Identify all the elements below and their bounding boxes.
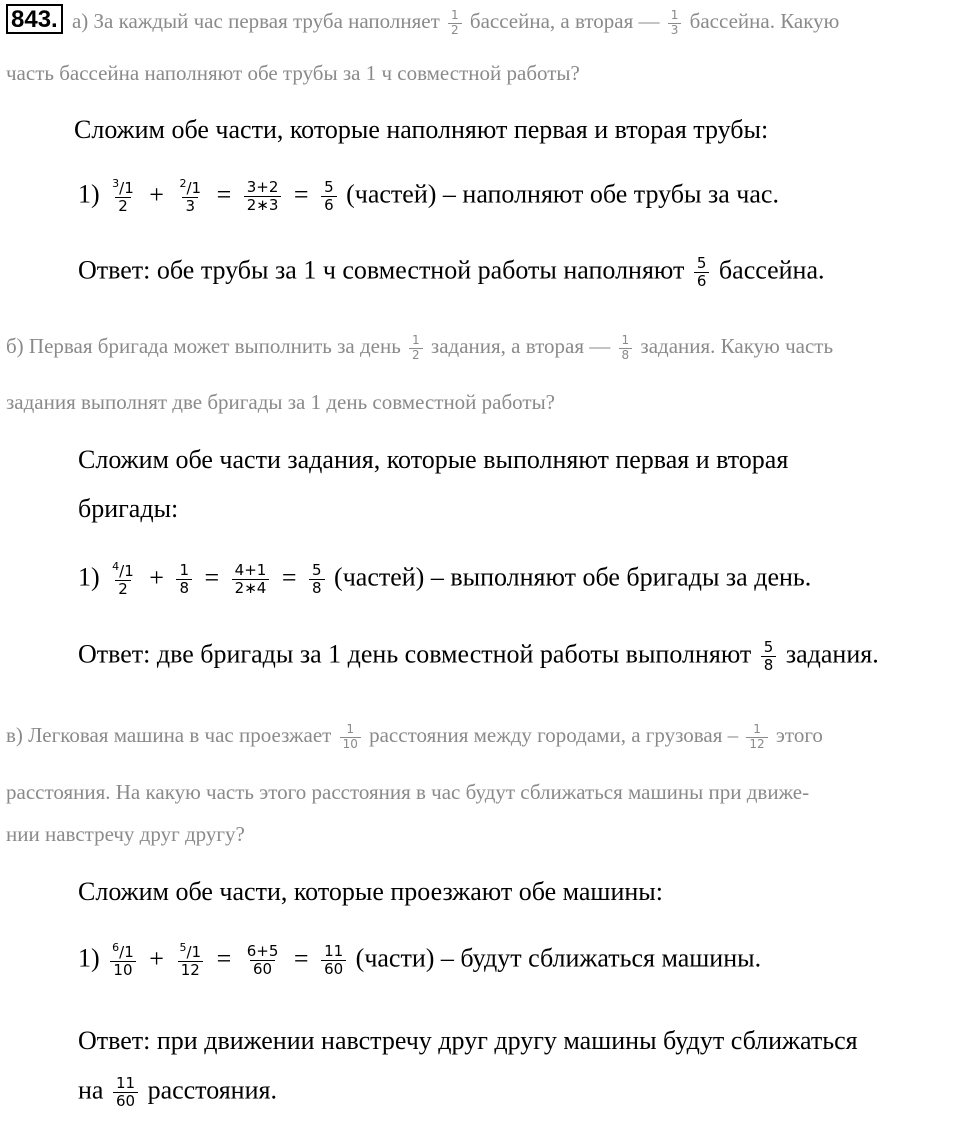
fraction: $\frac{4+1}{2∗4}$ (232, 562, 270, 598)
solution-b-lead-2: бригады: (78, 494, 179, 523)
solution-c-lead: Сложим обе части, которые проезжают обе машины: (78, 877, 663, 906)
fraction: $\frac{1}{10}$ (340, 723, 361, 752)
fraction: $\frac{1}{2}$ (409, 334, 423, 363)
solution-a-equation: 1) $\frac{^3/1}{2}$ + $\frac{^2/1}{3}$ = $\frac{3+2}{2∗3}$ = $\frac{5}{6}$ (частей) – наполняют обе трубы за час. (78, 177, 779, 216)
answer-a: Ответ: обе трубы за 1 ч совместной работы наполняют $\frac{5}{6}$ бассейна. (78, 254, 825, 291)
fraction: $\frac{1}{12}$ (746, 723, 767, 752)
fraction: $\frac{5}{8}$ (761, 639, 777, 675)
fraction: $\frac{^4/1}{2}$ (112, 560, 134, 599)
fraction: $\frac{1}{3}$ (668, 9, 682, 38)
solution-b-equation: 1) $\frac{^4/1}{2}$ + $\frac{1}{8}$ = $\frac{4+1}{2∗4}$ = $\frac{5}{8}$ (частей) – выполняют обе бригады за день. (78, 560, 812, 599)
fraction: $\frac{6+5}{60}$ (246, 942, 279, 979)
fraction: $\frac{5}{6}$ (694, 255, 710, 291)
answer-b: Ответ: две бригады за 1 день совместной работы выполняют $\frac{5}{8}$ задания. (78, 638, 879, 675)
step-number: 1) (78, 943, 100, 973)
question-a-text-2: бассейна, а вторая — (469, 9, 660, 33)
fraction: $\frac{5}{6}$ (321, 179, 337, 215)
question-b-line-2: задания выполнят две бригады за 1 день совместной работы? (6, 390, 556, 414)
answer-c-line-2: на $\frac{11}{60}$ расстояния. (78, 1074, 277, 1111)
fraction: $\frac{3+2}{2∗3}$ (244, 179, 282, 215)
fraction: $\frac{1}{8}$ (619, 334, 633, 363)
question-c-line-3: нии навстречу друг другу? (6, 822, 245, 846)
fraction: $\frac{11}{60}$ (321, 943, 346, 979)
solution-b-lead-1: Сложим обе части задания, которые выполняют первая и вторая (78, 445, 789, 474)
problem-number: 843. (6, 4, 63, 34)
fraction: $\frac{1}{8}$ (176, 562, 192, 598)
question-a-text-1: а) За каждый час первая труба наполняет (71, 9, 440, 33)
step-number: 1) (78, 562, 100, 592)
question-c-line-2: расстояния. На какую часть этого расстояния в час будут сближаться машины при движе- (6, 780, 810, 804)
fraction: $\frac{^6/1}{10}$ (112, 941, 134, 980)
fraction: $\frac{^2/1}{3}$ (179, 177, 202, 216)
question-a-text-3: бассейна. Какую (689, 9, 840, 33)
solution-a-lead: Сложим обе части, которые наполняют первая и вторая трубы: (74, 115, 769, 144)
fraction: $\frac{^5/1}{12}$ (179, 941, 202, 980)
solution-c-equation: 1) $\frac{^6/1}{10}$ + $\frac{^5/1}{12}$ = $\frac{6+5}{60}$ = $\frac{11}{60}$ (части) – будут сближаться машины. (78, 941, 762, 980)
fraction: $\frac{1}{2}$ (448, 9, 462, 38)
solution-a-tail: (частей) – наполняют обе трубы за час. (346, 179, 779, 209)
question-c-line-1: в) Легковая машина в час проезжает $\frac{1}{10}$ расстояния между городами, а грузовая – $\frac{1}{12}$ этого (6, 722, 823, 751)
fraction: $\frac{11}{60}$ (113, 1075, 138, 1111)
question-b-line-1: б) Первая бригада может выполнить за день $\frac{1}{2}$ задания, а вторая — $\frac{1}{8}$ задания. Какую часть (6, 333, 834, 362)
fraction: $\frac{5}{8}$ (309, 562, 325, 598)
question-a-line-2: часть бассейна наполняют обе трубы за 1 ч совместной работы? (6, 61, 580, 85)
step-number: 1) (78, 179, 100, 209)
answer-c-line-1: Ответ: при движении навстречу друг другу машины будут сближаться (78, 1026, 858, 1055)
fraction: $\frac{^3/1}{2}$ (112, 177, 134, 216)
question-a-line-1 (6, 4, 839, 37)
